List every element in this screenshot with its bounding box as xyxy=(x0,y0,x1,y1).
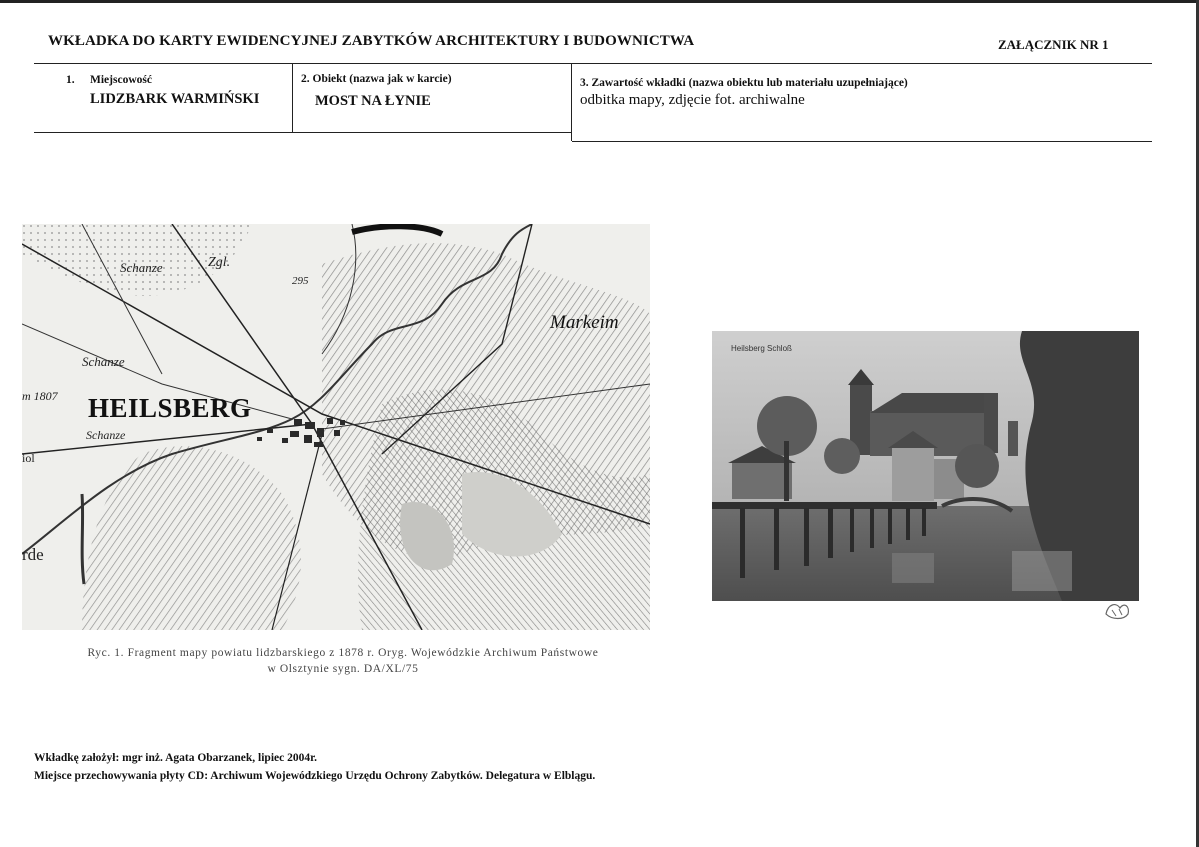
table-bottom-border-left xyxy=(34,132,572,133)
map-label-heilsberg: HEILSBERG xyxy=(88,393,252,423)
table-bottom-border-right xyxy=(572,141,1152,142)
map-caption-line-2: w Olsztynie sygn. DA/XL/75 xyxy=(267,663,419,675)
field-1-label: Miejscowość xyxy=(90,74,152,86)
map-caption xyxy=(28,645,658,677)
map-label-markeim: Markeim xyxy=(550,312,619,333)
archival-photo xyxy=(712,331,1139,601)
map-label-295: 295 xyxy=(292,275,309,287)
field-1-number: 1. xyxy=(66,74,75,86)
map-label-iol: iol xyxy=(22,451,35,465)
historical-map-image xyxy=(22,224,650,630)
table-top-border xyxy=(34,63,1152,64)
map-label-rde: rde xyxy=(22,545,44,564)
field-2-label: 2. Obiekt (nazwa jak w karcie) xyxy=(301,73,452,85)
field-1-value: LIDZBARK WARMIŃSKI xyxy=(90,91,260,107)
map-label-schanze-1: Schanze xyxy=(120,260,163,275)
field-2-value: MOST NA ŁYNIE xyxy=(315,93,431,109)
document-title: WKŁADKA DO KARTY EWIDENCYJNEJ ZABYTKÓW ARCHITEKTURY I BUDOWNICTWA xyxy=(48,33,695,49)
footer-author: Wkładkę założył: mgr inż. Agata Obarzanek, lipiec 2004r. xyxy=(34,752,318,764)
stamp-mark-icon xyxy=(1102,600,1132,622)
footer-storage: Miejsce przechowywania płyty CD: Archiwum Wojewódzkiego Urzędu Ochrony Zabytków. Delegatura w Elblągu. xyxy=(34,770,596,782)
map-caption-line-1: Ryc. 1. Fragment mapy powiatu lidzbarskiego z 1878 r. Oryg. Wojewódzkie Archiwum Państwowe xyxy=(87,647,599,659)
table-divider-1 xyxy=(292,63,293,132)
map-label-schanze-3: Schanze xyxy=(86,428,126,442)
field-3-label: 3. Zawartość wkładki (nazwa obiektu lub materiału uzupełniające) xyxy=(580,77,908,89)
map-label-zgl: Zgl. xyxy=(208,255,231,270)
photo-caption: Heilsberg Schloß xyxy=(731,344,792,353)
map-label-m1807: m 1807 xyxy=(22,389,58,403)
table-divider-2 xyxy=(571,63,572,141)
scan-edge-top xyxy=(0,0,1199,3)
map-label-schanze-2: Schanze xyxy=(82,354,125,369)
attachment-number: ZAŁĄCZNIK NR 1 xyxy=(998,37,1109,52)
field-3-value: odbitka mapy, zdjęcie fot. archiwalne xyxy=(580,92,805,108)
